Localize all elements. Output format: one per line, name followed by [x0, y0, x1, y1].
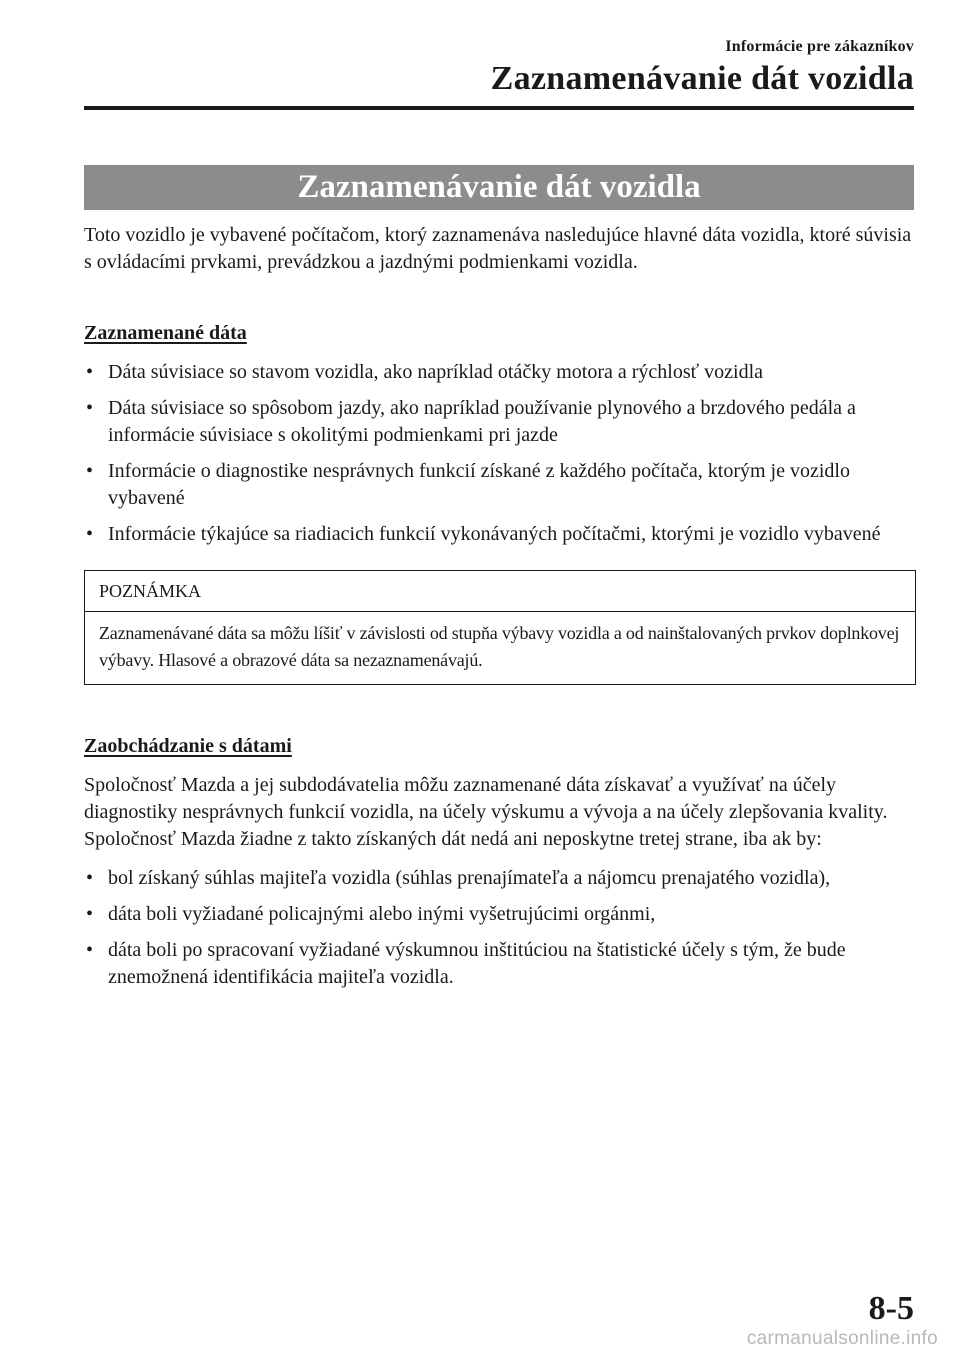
list-item-text: Informácie o diagnostike nesprávnych funkcií získané z každého počítača, ktorým je vozidlo vybavené	[108, 460, 850, 509]
bullet-icon: •	[86, 867, 94, 889]
page-title: Zaznamenávanie dát vozidla	[490, 60, 914, 97]
bullet-icon: •	[86, 361, 94, 383]
bullet-icon: •	[86, 523, 94, 545]
list-item-text: Informácie týkajúce sa riadiacich funkcií vykonávaných počítačmi, ktorými je vozidlo vybavené	[108, 523, 881, 545]
handling-paragraph-1: Spoločnosť Mazda a jej subdodávatelia môžu zaznamenané dáta získavať a využívať na účely diagnostiky nesprávnych funkcií vozidla, na účely výskumu a vývoja a na účely zlepšovania kvality.	[84, 774, 888, 823]
main-content	[84, 222, 916, 1000]
list-item-text: dáta boli vyžiadané policajnými alebo inými vyšetrujúcimi orgánmi,	[108, 903, 656, 925]
section-label: Informácie pre zákazníkov	[725, 38, 914, 55]
bullet-icon: •	[86, 903, 94, 925]
handling-paragraph-2: Spoločnosť Mazda žiadne z takto získaných dát nedá ani neposkytne tretej strane, iba ak by:	[84, 828, 822, 850]
list-item	[84, 865, 916, 892]
list-item-text: Dáta súvisiace so stavom vozidla, ako napríklad otáčky motora a rýchlosť vozidla	[108, 361, 764, 383]
bullet-icon: •	[86, 939, 94, 961]
section-banner: Zaznamenávanie dát vozidla	[84, 165, 914, 210]
note-box	[84, 570, 916, 685]
list-item	[84, 359, 916, 386]
list-item	[84, 937, 916, 991]
list-item	[84, 901, 916, 928]
list-item-text: dáta boli po spracovaní vyžiadané výskumnou inštitúciou na štatistické účely s tým, že bude znemožnená identifikácia majiteľa vozidla.	[108, 939, 846, 988]
note-label: POZNÁMKA	[85, 571, 915, 612]
data-handling-heading: Zaobchádzanie s dátami	[84, 735, 292, 757]
list-item	[84, 521, 916, 548]
bullet-icon: •	[86, 460, 94, 482]
page-number: 8-5	[868, 1290, 914, 1327]
handling-conditions-list	[84, 865, 916, 991]
bullet-icon: •	[86, 397, 94, 419]
list-item	[84, 395, 916, 449]
list-item-text: bol získaný súhlas majiteľa vozidla (súhlas prenajímateľa a nájomcu prenajatého vozidla),	[108, 867, 831, 889]
watermark: carmanualsonline.info	[746, 1328, 938, 1349]
intro-paragraph: Toto vozidlo je vybavené počítačom, ktorý zaznamenáva nasledujúce hlavné dáta vozidla, ktoré súvisia s ovládacími prvkami, prevádzkou a jazdnými podmienkami vozidla.	[84, 224, 912, 273]
recorded-data-heading: Zaznamenané dáta	[84, 322, 247, 344]
header-divider	[84, 106, 914, 110]
list-item-text: Dáta súvisiace so spôsobom jazdy, ako napríklad používanie plynového a brzdového pedála a informácie súvisiace s okolitými podmienkami pri jazde	[108, 397, 856, 446]
list-item	[84, 458, 916, 512]
recorded-data-list	[84, 359, 916, 548]
note-text: Zaznamenávané dáta sa môžu líšiť v závislosti od stupňa výbavy vozidla a od nainštalovaných prvkov doplnkovej výbavy. Hlasové a obrazové dáta sa nezaznamenávajú.	[99, 623, 900, 670]
